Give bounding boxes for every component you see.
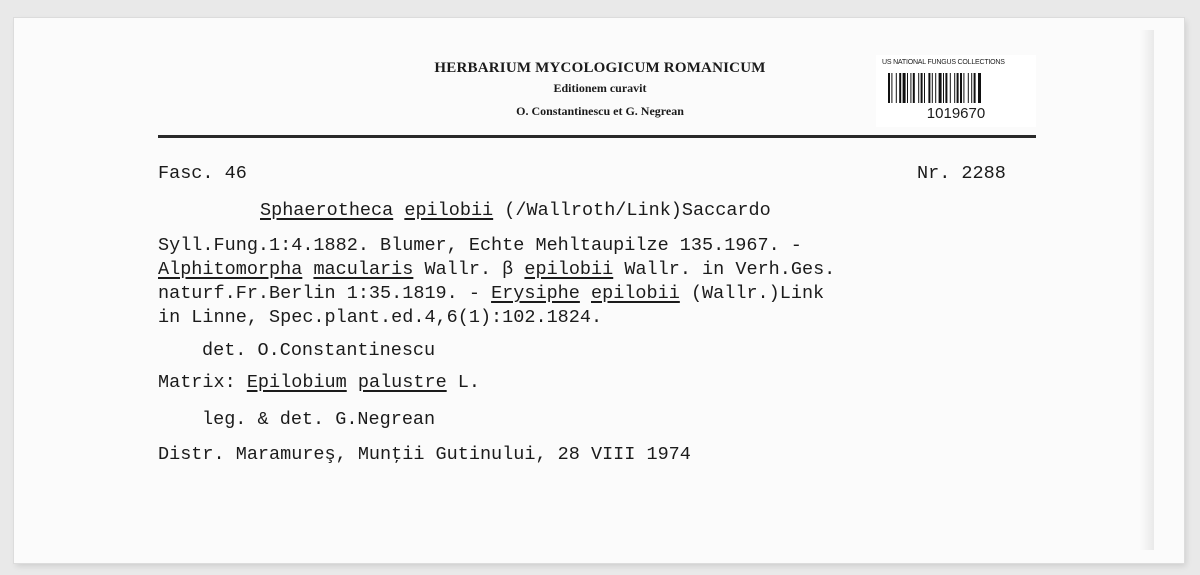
synonym2-genus: Erysiphe	[491, 283, 580, 304]
specimen-number: Nr. 2288	[917, 163, 1006, 184]
matrix-author: L.	[457, 372, 481, 393]
barcode-bar	[971, 73, 972, 103]
barcode-bars	[888, 73, 1024, 103]
synonym2-species: epilobii	[591, 283, 680, 304]
citation-line-4: in Linne, Spec.plant.ed.4,6(1):102.1824.	[158, 307, 603, 328]
barcode-bar	[963, 73, 964, 103]
barcode-bar	[888, 73, 890, 103]
editor-note: Editionem curavit	[553, 81, 647, 95]
species-authority: (/Wallroth/Link)Saccardo	[504, 200, 771, 221]
synonym1-species: macularis	[313, 259, 414, 280]
barcode-institution: US NATIONAL FUNGUS COLLECTIONS	[882, 59, 1005, 66]
species-genus: Sphaerotheca	[260, 200, 394, 221]
locality: Distr. Maramureş, Munţii Gutinului, 28 VIII 1974	[158, 444, 691, 465]
barcode-bar	[968, 73, 969, 103]
synonym1-variety: epilobii	[524, 259, 614, 280]
barcode-bar	[954, 73, 955, 103]
citation-line-2-end: Wallr. in Verh.Ges.	[624, 259, 836, 280]
species-epithet: epilobii	[404, 200, 494, 221]
matrix-genus: Epilobium	[246, 372, 347, 393]
herbarium-title: HERBARIUM MYCOLOGICUM ROMANICUM	[434, 60, 766, 76]
barcode-bar	[921, 73, 923, 103]
matrix-line	[158, 371, 480, 395]
determiner: det. O.Constantinescu	[202, 340, 436, 361]
barcode-bar	[950, 73, 951, 103]
barcode-bar	[939, 73, 942, 103]
editors: O. Constantinescu et G. Negrean	[516, 104, 684, 118]
barcode-bar	[903, 73, 906, 103]
barcode-bar	[960, 73, 962, 103]
fascicle-number: Fasc. 46	[158, 163, 247, 184]
barcode-bar	[913, 73, 915, 103]
citation-line-3	[158, 282, 824, 306]
barcode-bar	[932, 73, 933, 103]
barcode-bar	[910, 73, 911, 103]
barcode-bar	[978, 73, 981, 103]
barcode-bar	[974, 73, 976, 103]
citation-line-1: Syll.Fung.1:4.1882. Blumer, Echte Mehltaupilze 135.1967. -	[158, 235, 802, 256]
synonym1-mid: Wallr. β	[424, 259, 514, 280]
collector: leg. & det. G.Negrean	[202, 409, 436, 430]
barcode-bar	[899, 73, 901, 103]
citation-line-3-start: naturf.Fr.Berlin 1:35.1819. -	[158, 283, 480, 304]
barcode-number: 1019670	[926, 105, 986, 122]
barcode-bar	[896, 73, 897, 103]
header-divider	[158, 135, 1036, 138]
paper-edge-shadow	[1140, 30, 1154, 550]
barcode-sticker	[876, 55, 1036, 127]
barcode-bar	[907, 73, 908, 103]
barcode-bar	[928, 73, 930, 103]
citation-line-3-end: (Wallr.)Link	[690, 283, 825, 304]
matrix-label: Matrix:	[158, 372, 236, 393]
citation-line-2	[158, 258, 835, 282]
barcode-bar	[924, 73, 925, 103]
matrix-species: palustre	[357, 372, 447, 393]
species-name	[260, 199, 771, 223]
barcode-bar	[957, 73, 959, 103]
label-header	[360, 58, 840, 124]
barcode-bar	[945, 73, 947, 103]
synonym1-genus: Alphitomorpha	[158, 259, 303, 280]
barcode-bar	[918, 73, 919, 103]
barcode-bar	[935, 73, 936, 103]
barcode-bar	[943, 73, 944, 103]
barcode-bar	[891, 73, 892, 103]
